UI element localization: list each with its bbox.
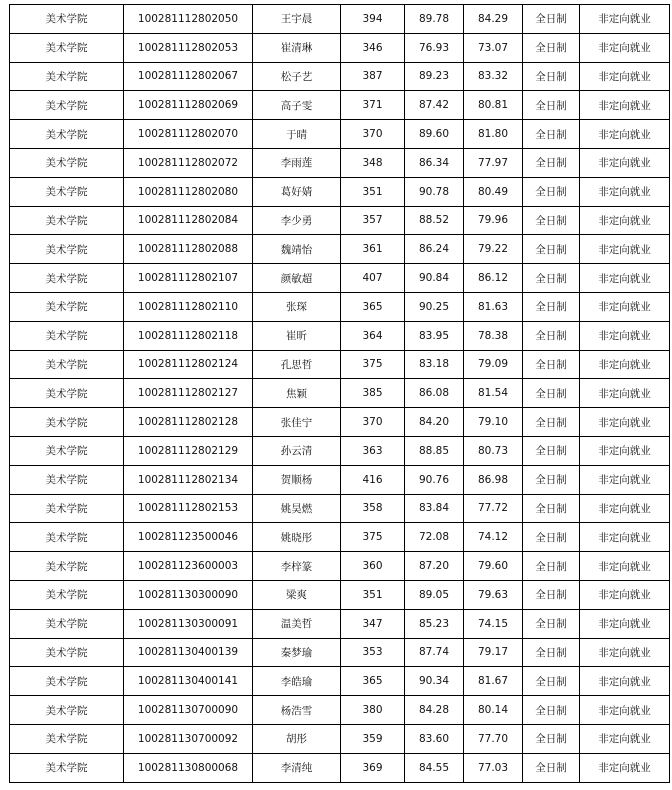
table-row [10,177,670,206]
initial-score-cell: 375 [341,350,405,379]
name-cell: 温美哲 [253,609,341,638]
employment-type-cell: 非定向就业 [580,177,670,206]
student-id-cell: 100281112802080 [124,177,253,206]
total-score-cell: 81.67 [464,667,523,696]
total-score-cell: 78.38 [464,321,523,350]
name-cell: 张琛 [253,292,341,321]
study-mode-cell: 全日制 [523,436,580,465]
retest-score-cell: 90.84 [405,264,464,293]
name-cell: 李梓篆 [253,552,341,581]
total-score-cell: 79.09 [464,350,523,379]
total-score-cell: 74.12 [464,523,523,552]
total-score-cell: 81.80 [464,120,523,149]
initial-score-cell: 394 [341,5,405,34]
initial-score-cell: 407 [341,264,405,293]
initial-score-cell: 416 [341,465,405,494]
initial-score-cell: 375 [341,523,405,552]
student-id-cell: 100281112802129 [124,436,253,465]
table-row [10,91,670,120]
study-mode-cell: 全日制 [523,580,580,609]
initial-score-cell: 380 [341,696,405,725]
table-row [10,33,670,62]
admission-table [9,4,670,783]
student-id-cell: 100281112802067 [124,62,253,91]
retest-score-cell: 83.60 [405,724,464,753]
college-cell: 美术学院 [10,177,124,206]
student-id-cell: 100281123500046 [124,523,253,552]
table-row [10,580,670,609]
employment-type-cell: 非定向就业 [580,408,670,437]
college-cell: 美术学院 [10,264,124,293]
table-row [10,436,670,465]
retest-score-cell: 90.34 [405,667,464,696]
employment-type-cell: 非定向就业 [580,292,670,321]
college-cell: 美术学院 [10,148,124,177]
study-mode-cell: 全日制 [523,321,580,350]
student-id-cell: 100281112802134 [124,465,253,494]
name-cell: 李少勇 [253,206,341,235]
student-id-cell: 100281112802110 [124,292,253,321]
college-cell: 美术学院 [10,753,124,782]
initial-score-cell: 387 [341,62,405,91]
study-mode-cell: 全日制 [523,33,580,62]
name-cell: 颜敏超 [253,264,341,293]
initial-score-cell: 364 [341,321,405,350]
retest-score-cell: 86.08 [405,379,464,408]
study-mode-cell: 全日制 [523,753,580,782]
retest-score-cell: 90.78 [405,177,464,206]
table-row [10,552,670,581]
total-score-cell: 86.12 [464,264,523,293]
total-score-cell: 81.54 [464,379,523,408]
total-score-cell: 83.32 [464,62,523,91]
student-id-cell: 100281112802088 [124,235,253,264]
name-cell: 于晴 [253,120,341,149]
retest-score-cell: 72.08 [405,523,464,552]
student-id-cell: 100281112802050 [124,5,253,34]
employment-type-cell: 非定向就业 [580,62,670,91]
name-cell: 李皓瑜 [253,667,341,696]
total-score-cell: 80.81 [464,91,523,120]
table-row [10,321,670,350]
initial-score-cell: 357 [341,206,405,235]
initial-score-cell: 385 [341,379,405,408]
student-id-cell: 100281123600003 [124,552,253,581]
employment-type-cell: 非定向就业 [580,148,670,177]
table-row [10,638,670,667]
name-cell: 李清纯 [253,753,341,782]
employment-type-cell: 非定向就业 [580,465,670,494]
retest-score-cell: 83.18 [405,350,464,379]
name-cell: 崔昕 [253,321,341,350]
total-score-cell: 80.73 [464,436,523,465]
initial-score-cell: 347 [341,609,405,638]
name-cell: 姚晓彤 [253,523,341,552]
study-mode-cell: 全日制 [523,148,580,177]
table-row [10,494,670,523]
employment-type-cell: 非定向就业 [580,33,670,62]
student-id-cell: 100281112802128 [124,408,253,437]
college-cell: 美术学院 [10,206,124,235]
college-cell: 美术学院 [10,321,124,350]
table-row [10,206,670,235]
college-cell: 美术学院 [10,465,124,494]
table-row [10,350,670,379]
student-id-cell: 100281112802069 [124,91,253,120]
total-score-cell: 86.98 [464,465,523,494]
name-cell: 孔思哲 [253,350,341,379]
study-mode-cell: 全日制 [523,5,580,34]
employment-type-cell: 非定向就业 [580,667,670,696]
total-score-cell: 79.63 [464,580,523,609]
name-cell: 高子雯 [253,91,341,120]
college-cell: 美术学院 [10,33,124,62]
study-mode-cell: 全日制 [523,177,580,206]
table-row [10,753,670,782]
name-cell: 松子艺 [253,62,341,91]
total-score-cell: 74.15 [464,609,523,638]
table-row [10,724,670,753]
table-row [10,696,670,725]
table-row [10,120,670,149]
student-id-cell: 100281112802072 [124,148,253,177]
employment-type-cell: 非定向就业 [580,91,670,120]
employment-type-cell: 非定向就业 [580,724,670,753]
total-score-cell: 81.63 [464,292,523,321]
retest-score-cell: 87.42 [405,91,464,120]
employment-type-cell: 非定向就业 [580,436,670,465]
total-score-cell: 80.49 [464,177,523,206]
retest-score-cell: 89.60 [405,120,464,149]
initial-score-cell: 365 [341,292,405,321]
retest-score-cell: 90.25 [405,292,464,321]
retest-score-cell: 88.52 [405,206,464,235]
name-cell: 杨浩雪 [253,696,341,725]
college-cell: 美术学院 [10,580,124,609]
initial-score-cell: 351 [341,580,405,609]
initial-score-cell: 360 [341,552,405,581]
total-score-cell: 79.22 [464,235,523,264]
name-cell: 张佳宁 [253,408,341,437]
table-row [10,523,670,552]
employment-type-cell: 非定向就业 [580,609,670,638]
employment-type-cell: 非定向就业 [580,206,670,235]
table-body [10,5,670,783]
study-mode-cell: 全日制 [523,206,580,235]
student-id-cell: 100281112802127 [124,379,253,408]
retest-score-cell: 84.20 [405,408,464,437]
college-cell: 美术学院 [10,667,124,696]
student-id-cell: 100281112802107 [124,264,253,293]
employment-type-cell: 非定向就业 [580,580,670,609]
name-cell: 胡彤 [253,724,341,753]
retest-score-cell: 76.93 [405,33,464,62]
name-cell: 姚昊燃 [253,494,341,523]
retest-score-cell: 83.95 [405,321,464,350]
total-score-cell: 79.96 [464,206,523,235]
college-cell: 美术学院 [10,494,124,523]
initial-score-cell: 353 [341,638,405,667]
employment-type-cell: 非定向就业 [580,350,670,379]
college-cell: 美术学院 [10,5,124,34]
student-id-cell: 100281112802118 [124,321,253,350]
table-row [10,609,670,638]
student-id-cell: 100281112802153 [124,494,253,523]
name-cell: 葛好婧 [253,177,341,206]
student-id-cell: 100281130700092 [124,724,253,753]
study-mode-cell: 全日制 [523,62,580,91]
retest-score-cell: 88.85 [405,436,464,465]
initial-score-cell: 369 [341,753,405,782]
employment-type-cell: 非定向就业 [580,753,670,782]
college-cell: 美术学院 [10,350,124,379]
retest-score-cell: 86.24 [405,235,464,264]
initial-score-cell: 358 [341,494,405,523]
total-score-cell: 77.97 [464,148,523,177]
college-cell: 美术学院 [10,91,124,120]
study-mode-cell: 全日制 [523,120,580,149]
employment-type-cell: 非定向就业 [580,264,670,293]
total-score-cell: 77.70 [464,724,523,753]
college-cell: 美术学院 [10,724,124,753]
student-id-cell: 100281130700090 [124,696,253,725]
college-cell: 美术学院 [10,62,124,91]
student-id-cell: 100281130400139 [124,638,253,667]
table-row [10,667,670,696]
employment-type-cell: 非定向就业 [580,5,670,34]
college-cell: 美术学院 [10,408,124,437]
college-cell: 美术学院 [10,696,124,725]
study-mode-cell: 全日制 [523,523,580,552]
name-cell: 崔清琳 [253,33,341,62]
college-cell: 美术学院 [10,552,124,581]
initial-score-cell: 363 [341,436,405,465]
name-cell: 王宇晨 [253,5,341,34]
employment-type-cell: 非定向就业 [580,235,670,264]
college-cell: 美术学院 [10,609,124,638]
study-mode-cell: 全日制 [523,638,580,667]
initial-score-cell: 361 [341,235,405,264]
initial-score-cell: 371 [341,91,405,120]
table-row [10,5,670,34]
table-row [10,379,670,408]
initial-score-cell: 365 [341,667,405,696]
retest-score-cell: 89.78 [405,5,464,34]
initial-score-cell: 346 [341,33,405,62]
employment-type-cell: 非定向就业 [580,321,670,350]
initial-score-cell: 370 [341,120,405,149]
study-mode-cell: 全日制 [523,379,580,408]
employment-type-cell: 非定向就业 [580,120,670,149]
table-row [10,264,670,293]
college-cell: 美术学院 [10,379,124,408]
employment-type-cell: 非定向就业 [580,638,670,667]
name-cell: 梁爽 [253,580,341,609]
total-score-cell: 79.60 [464,552,523,581]
retest-score-cell: 84.28 [405,696,464,725]
initial-score-cell: 351 [341,177,405,206]
college-cell: 美术学院 [10,120,124,149]
retest-score-cell: 89.23 [405,62,464,91]
retest-score-cell: 84.55 [405,753,464,782]
student-id-cell: 100281112802070 [124,120,253,149]
table-row [10,408,670,437]
total-score-cell: 79.17 [464,638,523,667]
retest-score-cell: 85.23 [405,609,464,638]
retest-score-cell: 83.84 [405,494,464,523]
employment-type-cell: 非定向就业 [580,696,670,725]
student-id-cell: 100281112802124 [124,350,253,379]
study-mode-cell: 全日制 [523,494,580,523]
study-mode-cell: 全日制 [523,724,580,753]
retest-score-cell: 87.74 [405,638,464,667]
study-mode-cell: 全日制 [523,609,580,638]
table-row [10,465,670,494]
employment-type-cell: 非定向就业 [580,552,670,581]
total-score-cell: 84.29 [464,5,523,34]
study-mode-cell: 全日制 [523,465,580,494]
initial-score-cell: 348 [341,148,405,177]
name-cell: 贺顺杨 [253,465,341,494]
name-cell: 孙云清 [253,436,341,465]
study-mode-cell: 全日制 [523,235,580,264]
table-row [10,292,670,321]
student-id-cell: 100281112802053 [124,33,253,62]
study-mode-cell: 全日制 [523,264,580,293]
employment-type-cell: 非定向就业 [580,494,670,523]
study-mode-cell: 全日制 [523,292,580,321]
student-id-cell: 100281112802084 [124,206,253,235]
initial-score-cell: 359 [341,724,405,753]
college-cell: 美术学院 [10,638,124,667]
retest-score-cell: 90.76 [405,465,464,494]
table-row [10,62,670,91]
initial-score-cell: 370 [341,408,405,437]
total-score-cell: 80.14 [464,696,523,725]
total-score-cell: 77.72 [464,494,523,523]
retest-score-cell: 86.34 [405,148,464,177]
study-mode-cell: 全日制 [523,696,580,725]
student-id-cell: 100281130400141 [124,667,253,696]
study-mode-cell: 全日制 [523,552,580,581]
employment-type-cell: 非定向就业 [580,379,670,408]
total-score-cell: 77.03 [464,753,523,782]
retest-score-cell: 87.20 [405,552,464,581]
table-row [10,148,670,177]
study-mode-cell: 全日制 [523,408,580,437]
college-cell: 美术学院 [10,235,124,264]
retest-score-cell: 89.05 [405,580,464,609]
table-row [10,235,670,264]
student-id-cell: 100281130300090 [124,580,253,609]
name-cell: 秦梦瑜 [253,638,341,667]
college-cell: 美术学院 [10,523,124,552]
total-score-cell: 79.10 [464,408,523,437]
student-id-cell: 100281130800068 [124,753,253,782]
total-score-cell: 73.07 [464,33,523,62]
study-mode-cell: 全日制 [523,91,580,120]
study-mode-cell: 全日制 [523,350,580,379]
study-mode-cell: 全日制 [523,667,580,696]
college-cell: 美术学院 [10,292,124,321]
college-cell: 美术学院 [10,436,124,465]
name-cell: 李雨莲 [253,148,341,177]
name-cell: 焦颖 [253,379,341,408]
employment-type-cell: 非定向就业 [580,523,670,552]
name-cell: 魏靖怡 [253,235,341,264]
student-id-cell: 100281130300091 [124,609,253,638]
